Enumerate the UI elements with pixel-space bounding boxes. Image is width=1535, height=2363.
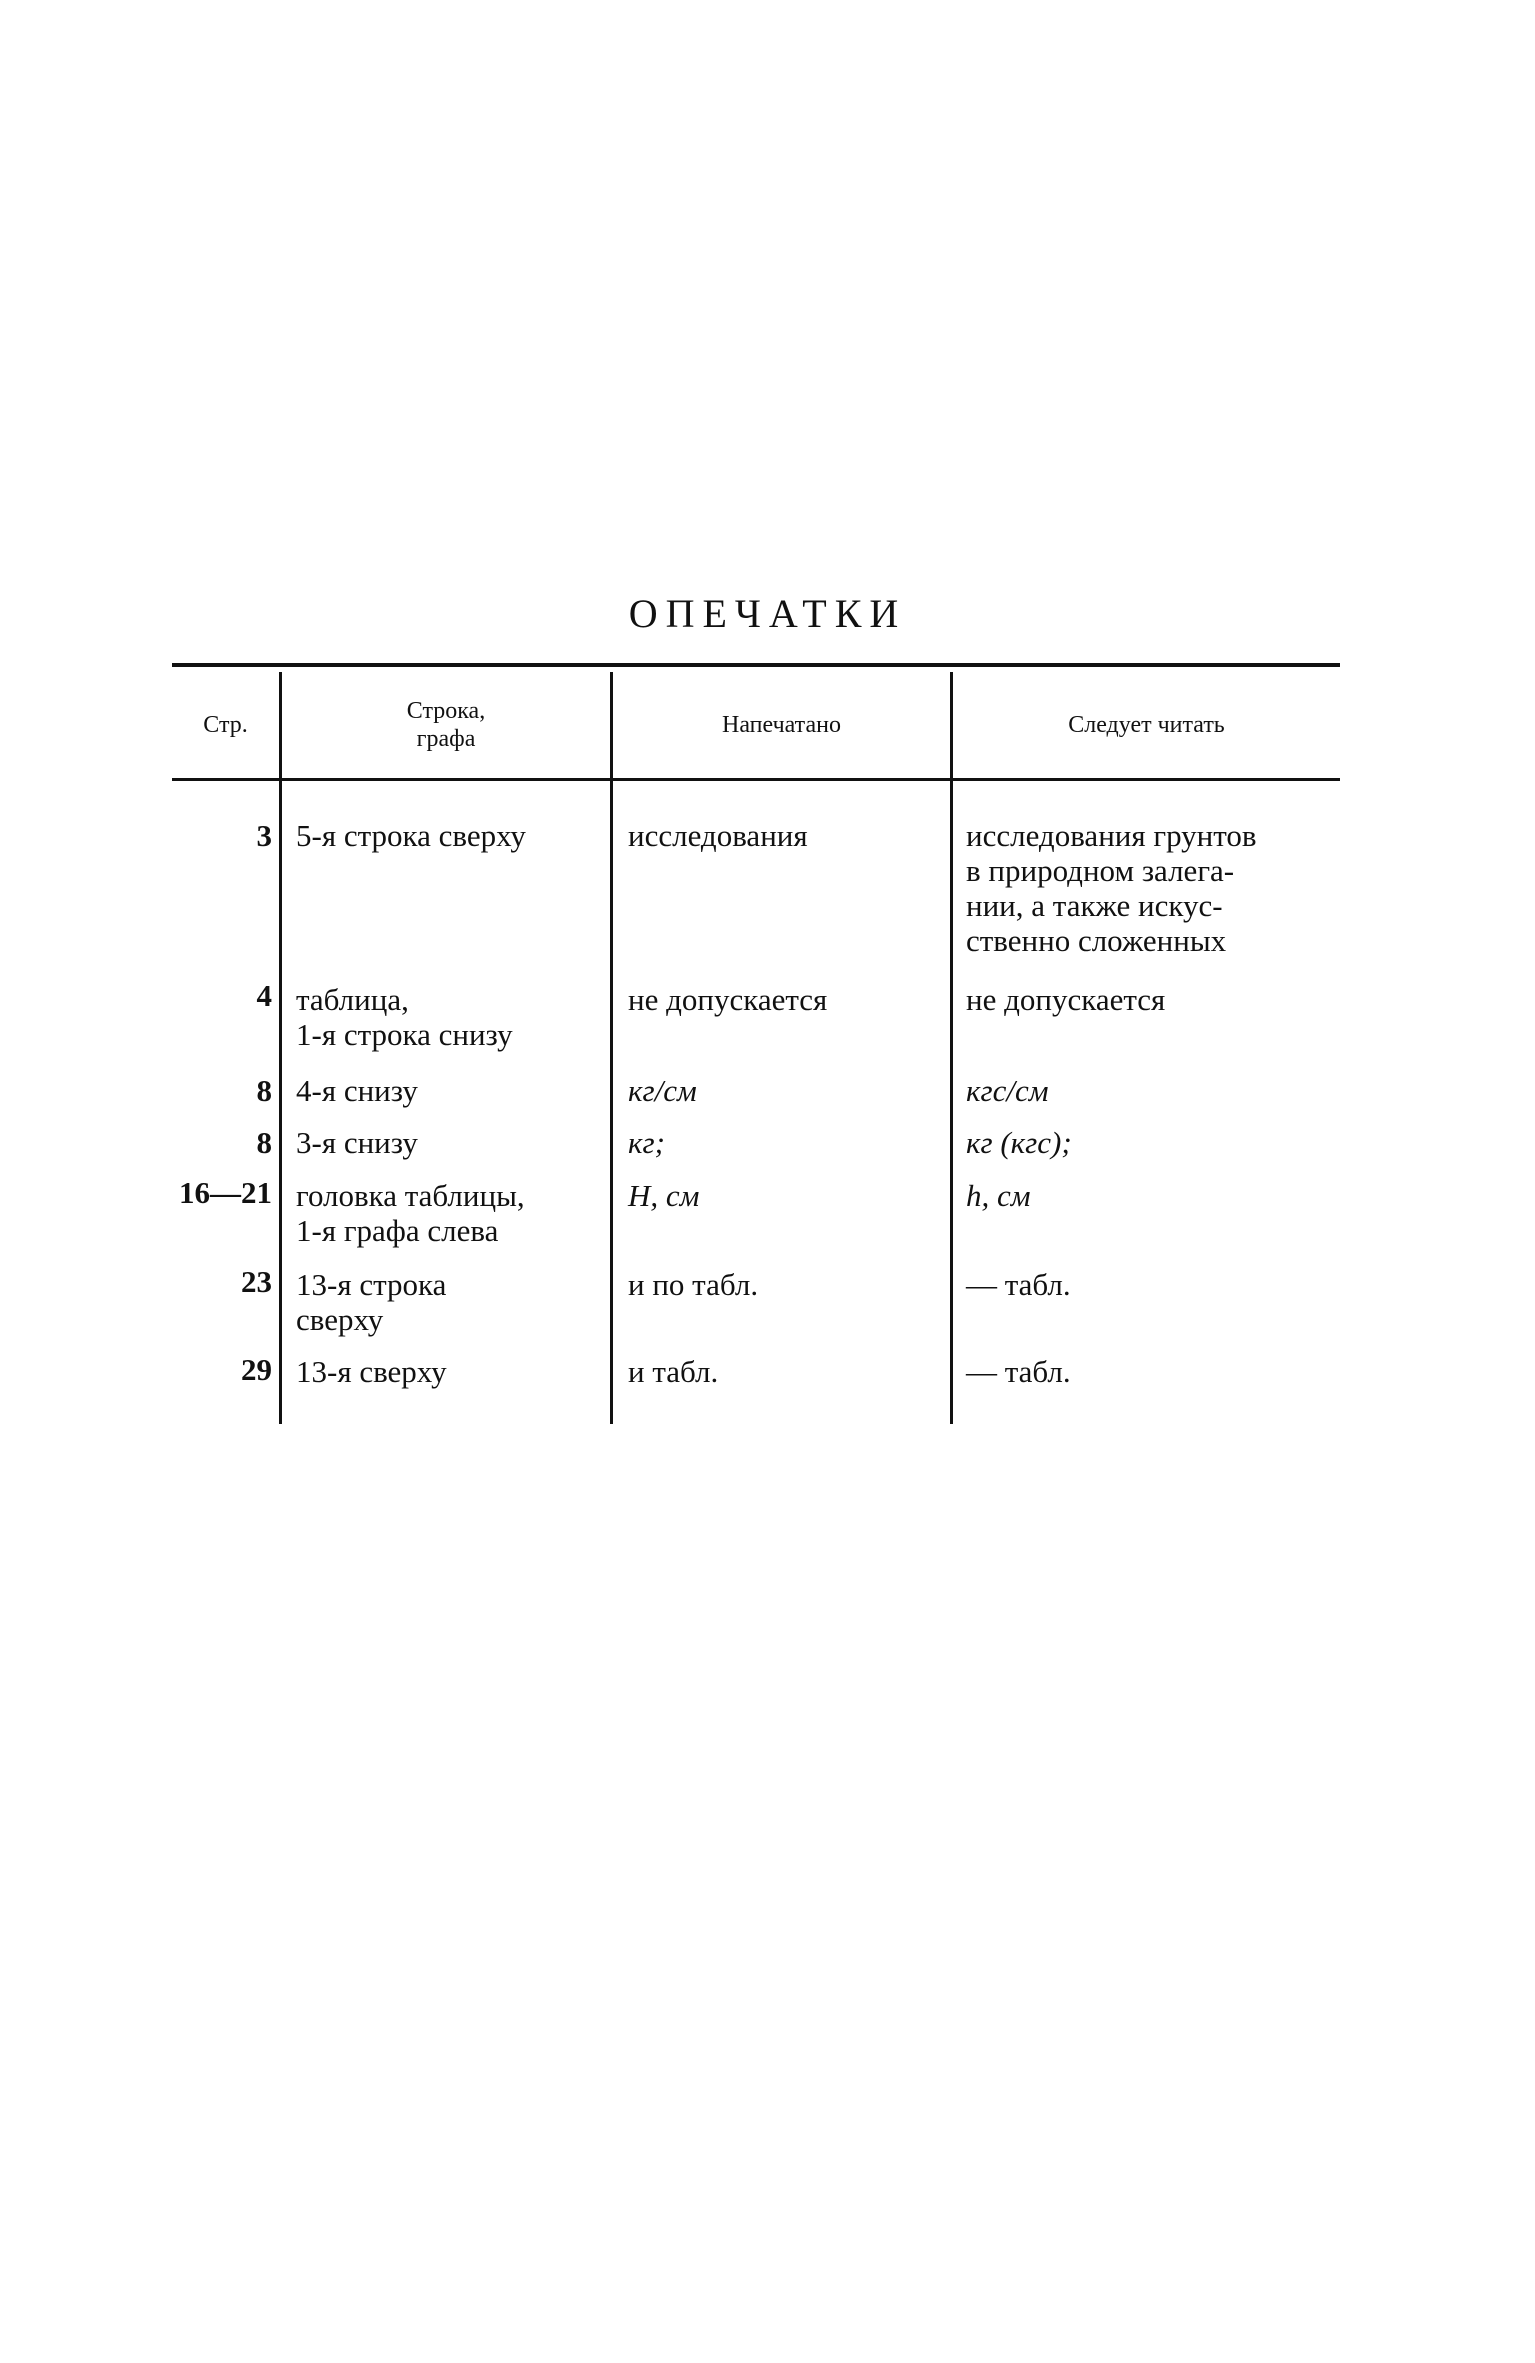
row-page-number: 16—21 <box>179 1175 272 1210</box>
column-divider <box>950 672 953 1424</box>
row-printed: кг/см <box>628 1073 697 1108</box>
row-should-read: h, см <box>966 1178 1031 1213</box>
column-divider <box>610 672 613 1424</box>
row-printed: кг; <box>628 1125 665 1160</box>
row-printed: и по табл. <box>628 1267 759 1302</box>
row-line-ref: 3-я снизу <box>296 1125 418 1160</box>
row-page-number: 29 <box>241 1352 272 1387</box>
row-should-read: кг (кгс); <box>966 1125 1072 1160</box>
row-line-ref: 13-я сверху <box>296 1354 447 1389</box>
row-line-ref: таблица, 1-я строка снизу <box>296 982 513 1052</box>
row-page-number: 8 <box>256 1125 272 1160</box>
column-divider <box>279 672 282 1424</box>
row-page-number: 3 <box>256 818 272 853</box>
row-printed: и табл. <box>628 1354 719 1389</box>
row-should-read: — табл. <box>966 1354 1071 1389</box>
row-line-ref: 4-я снизу <box>296 1073 418 1108</box>
header-line: Строка, графа <box>406 698 486 752</box>
row-should-read: исследования грунтов в природном залега- нии, а также искус- ственно сложенных <box>966 818 1257 958</box>
header-should-read: Следует читать <box>1068 712 1225 738</box>
table-top-rule <box>172 663 1340 667</box>
row-line-ref: 13-я строка сверху <box>296 1267 447 1337</box>
row-page-number: 4 <box>256 978 272 1013</box>
row-should-read: кгс/см <box>966 1073 1049 1108</box>
page-title: ОПЕЧАТКИ <box>628 591 907 636</box>
row-should-read: — табл. <box>966 1267 1071 1302</box>
row-printed: не допускается <box>628 982 828 1017</box>
row-line-ref: головка таблицы, 1-я графа слева <box>296 1178 525 1248</box>
header-printed: Напечатано <box>722 712 841 738</box>
row-page-number: 8 <box>256 1073 272 1108</box>
row-line-ref: 5-я строка сверху <box>296 818 526 853</box>
row-printed: исследования <box>628 818 808 853</box>
row-page-number: 23 <box>241 1264 272 1299</box>
row-should-read: не допускается <box>966 982 1166 1017</box>
row-printed: Н, см <box>628 1178 700 1213</box>
header-page: Стр. <box>203 712 248 738</box>
table-header-rule <box>172 778 1340 781</box>
